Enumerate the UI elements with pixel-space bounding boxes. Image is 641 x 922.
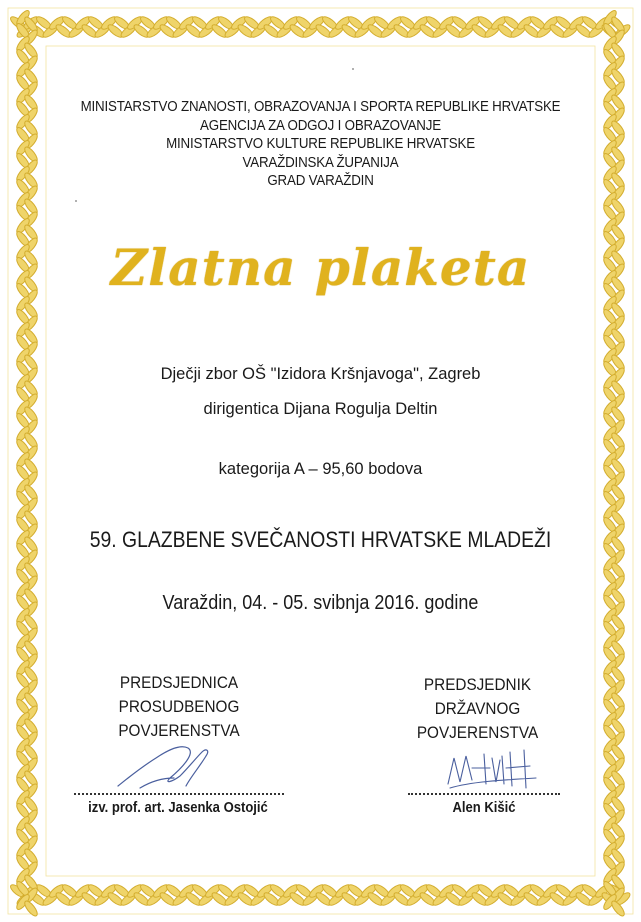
recipient-choir: Dječji zbor OŠ "Izidora Kršnjavoga", Zagreb: [160, 365, 481, 383]
award-category-score: kategorija A – 95,60 bodova: [218, 460, 423, 478]
role-line: PROSUDBENOG: [118, 697, 240, 716]
signatory-left-role: [106, 671, 252, 743]
signatory-right-name: Alen Kišić: [452, 800, 516, 816]
role-line: POVJERENSTVA: [416, 723, 539, 742]
issuer-education-agency: AGENCIJA ZA ODGOJ I OBRAZOVANJE: [200, 117, 441, 134]
issuer-city: GRAD VARAŽDIN: [267, 173, 374, 189]
role-line: PREDSJEDNIK: [423, 675, 532, 694]
certificate-title: Zlatna plaketa: [110, 238, 531, 297]
paper-speck: [75, 200, 77, 202]
signature-line-right: [408, 793, 560, 795]
signatory-left-name: izv. prof. art. Jasenka Ostojić: [88, 800, 268, 816]
signature-left-handwritten: [110, 738, 220, 798]
role-line: DRŽAVNOG: [434, 699, 521, 718]
issuer-ministry-culture: MINISTARSTVO KULTURE REPUBLIKE HRVATSKE: [166, 136, 475, 152]
role-line: PREDSJEDNICA: [119, 673, 239, 692]
signatory-right-role: [408, 673, 548, 745]
issuer-county: VARAŽDINSKA ŽUPANIJA: [242, 154, 399, 171]
role-line: POVJERENSTVA: [118, 721, 240, 740]
signature-right-handwritten: [440, 738, 545, 796]
paper-speck: [352, 68, 354, 70]
recipient-conductor: dirigentica Dijana Rogulja Deltin: [203, 400, 438, 418]
place-and-date: Varaždin, 04. - 05. svibnja 2016. godine: [162, 592, 479, 614]
signature-line-left: [74, 793, 284, 795]
festival-name: 59. GLAZBENE SVEČANOSTI HRVATSKE MLADEŽI: [89, 527, 552, 552]
issuer-ministry-science: MINISTARSTVO ZNANOSTI, OBRAZOVANJA I SPORTA REPUBLIKE HRVATSKE: [80, 99, 561, 115]
issuing-institutions: [26, 98, 616, 191]
